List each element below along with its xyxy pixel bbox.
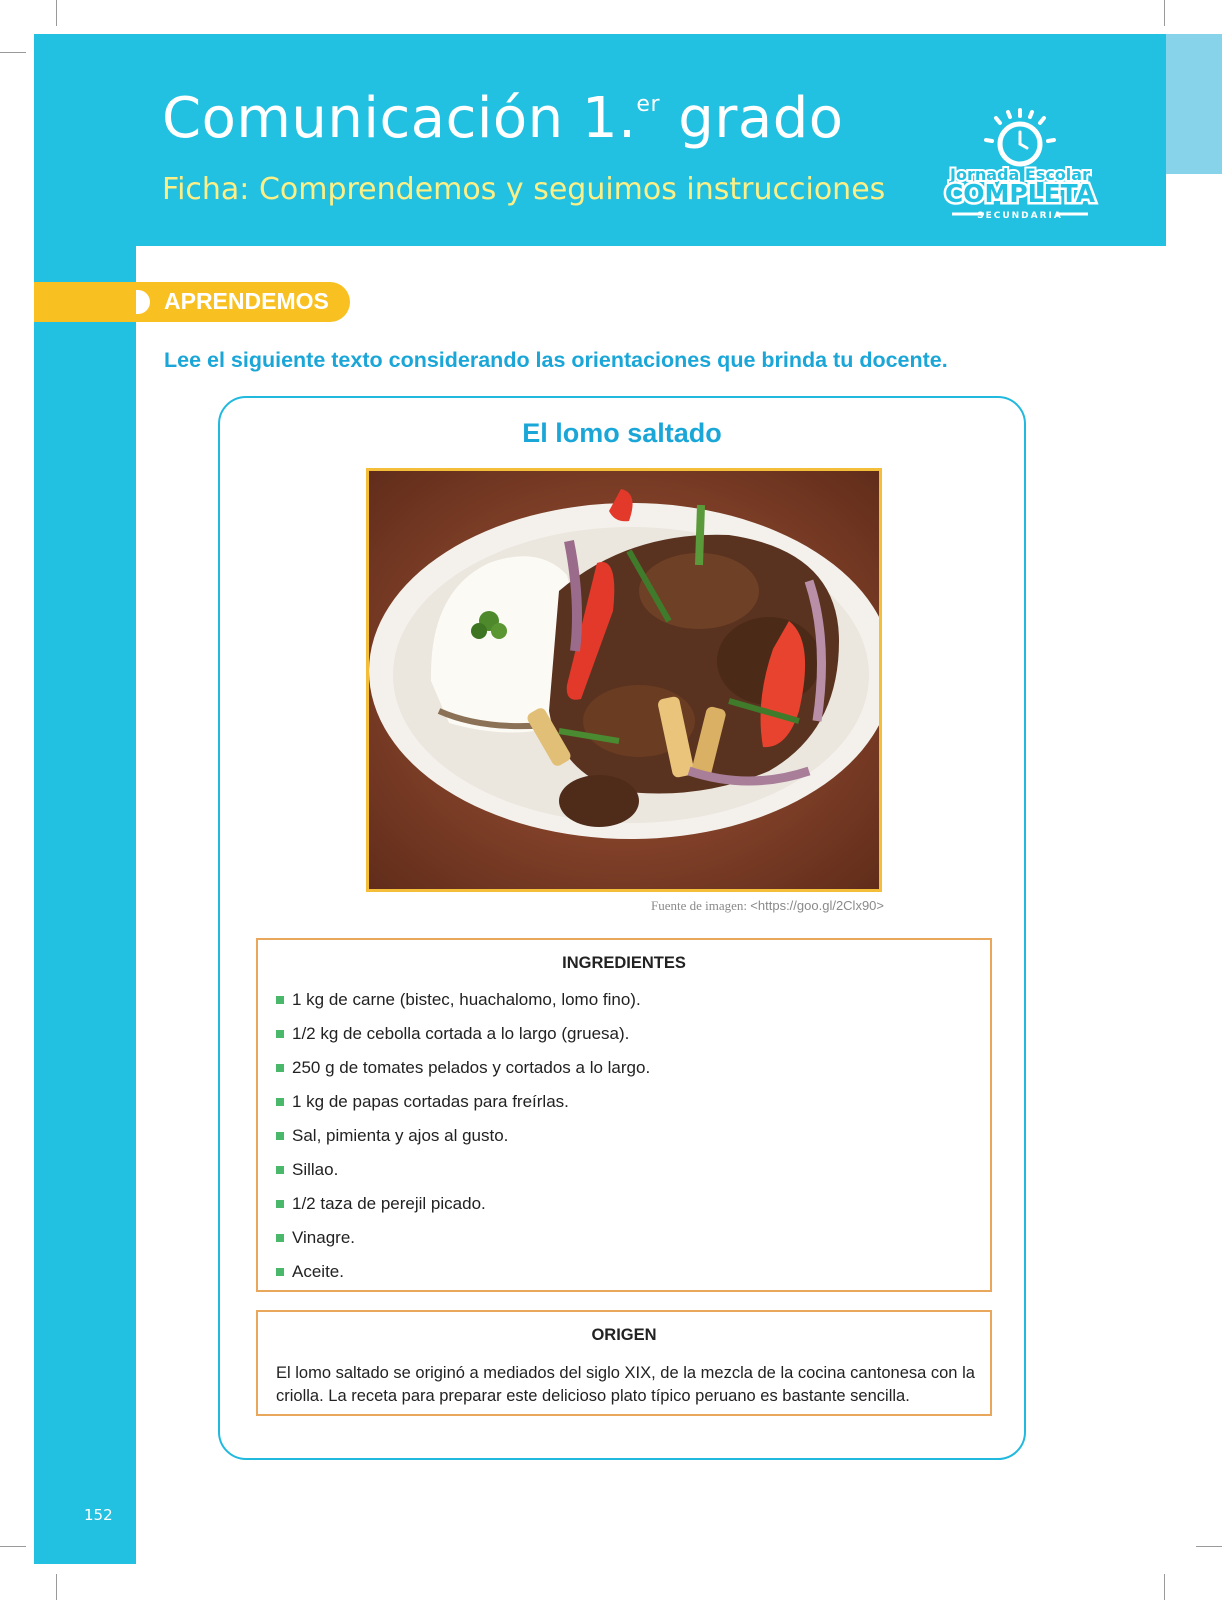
list-item: 250 g de tomates pelados y cortados a lo largo.	[276, 1056, 650, 1090]
origin-heading: ORIGEN	[591, 1326, 657, 1344]
list-item: 1 kg de carne (bistec, huachalomo, lomo fino).	[276, 988, 650, 1022]
list-item: 1/2 taza de perejil picado.	[276, 1192, 650, 1226]
square-bullet-icon	[276, 1098, 284, 1106]
square-bullet-icon	[276, 1064, 284, 1072]
page-title: Comunicación 1.$^{er}$ grado	[162, 86, 844, 151]
list-item: 1/2 kg de cebolla cortada a lo largo (gruesa).	[276, 1022, 650, 1056]
square-bullet-icon	[276, 1166, 284, 1174]
lomo-saltado-illustration	[369, 471, 879, 889]
logo-line2: COMPLETA	[944, 179, 1096, 208]
ingredients-list	[276, 988, 650, 1294]
crop-mark	[0, 52, 26, 53]
ingredients-heading: INGREDIENTES	[562, 954, 686, 972]
section-label: APRENDEMOS	[164, 288, 329, 314]
crop-mark	[56, 0, 57, 26]
left-margin-band	[34, 246, 136, 1564]
article-title: El lomo saltado	[522, 418, 722, 448]
list-item: Sillao.	[276, 1158, 650, 1192]
crop-mark	[1196, 1546, 1222, 1547]
crop-mark	[0, 1546, 26, 1547]
square-bullet-icon	[276, 1268, 284, 1276]
list-item: 1 kg de papas cortadas para freírlas.	[276, 1090, 650, 1124]
page-number: 152	[84, 1506, 113, 1524]
origin-text: El lomo saltado se originó a mediados del siglo XIX, de la mezcla de la cocina cantonesa con la criolla. La receta para preparar este delicioso plato típico peruano es bastante sencilla.	[276, 1364, 975, 1405]
title-superscript: er	[636, 92, 660, 118]
square-bullet-icon	[276, 1200, 284, 1208]
square-bullet-icon	[276, 1132, 284, 1140]
origin-box	[256, 1310, 992, 1416]
logo-line3: SECUNDARIA	[977, 211, 1063, 221]
crop-mark	[1164, 0, 1165, 26]
crop-mark	[1164, 1574, 1165, 1600]
image-caption: Fuente de imagen: <https://goo.gl/2Clx90>	[651, 898, 884, 913]
dish-photo	[366, 468, 882, 892]
ingredients-box	[256, 938, 992, 1292]
clock-sun-icon	[986, 110, 1054, 164]
page-subtitle: Ficha: Comprendemos y seguimos instrucciones	[162, 172, 886, 207]
list-item: Vinagre.	[276, 1226, 650, 1260]
square-bullet-icon	[276, 1234, 284, 1242]
logo-line1: Jornada Escolar	[950, 165, 1090, 184]
square-bullet-icon	[276, 996, 284, 1004]
list-item: Sal, pimienta y ajos al gusto.	[276, 1124, 650, 1158]
list-item: Aceite.	[276, 1260, 650, 1294]
jornada-escolar-logo	[940, 104, 1100, 224]
image-source-url: <https://goo.gl/2Clx90>	[750, 898, 884, 913]
header-side-tab	[1166, 34, 1222, 174]
instruction-text: Lee el siguiente texto considerando las orientaciones que brinda tu docente.	[164, 348, 948, 372]
square-bullet-icon	[276, 1030, 284, 1038]
section-tab-notch	[136, 290, 150, 314]
crop-mark	[56, 1574, 57, 1600]
